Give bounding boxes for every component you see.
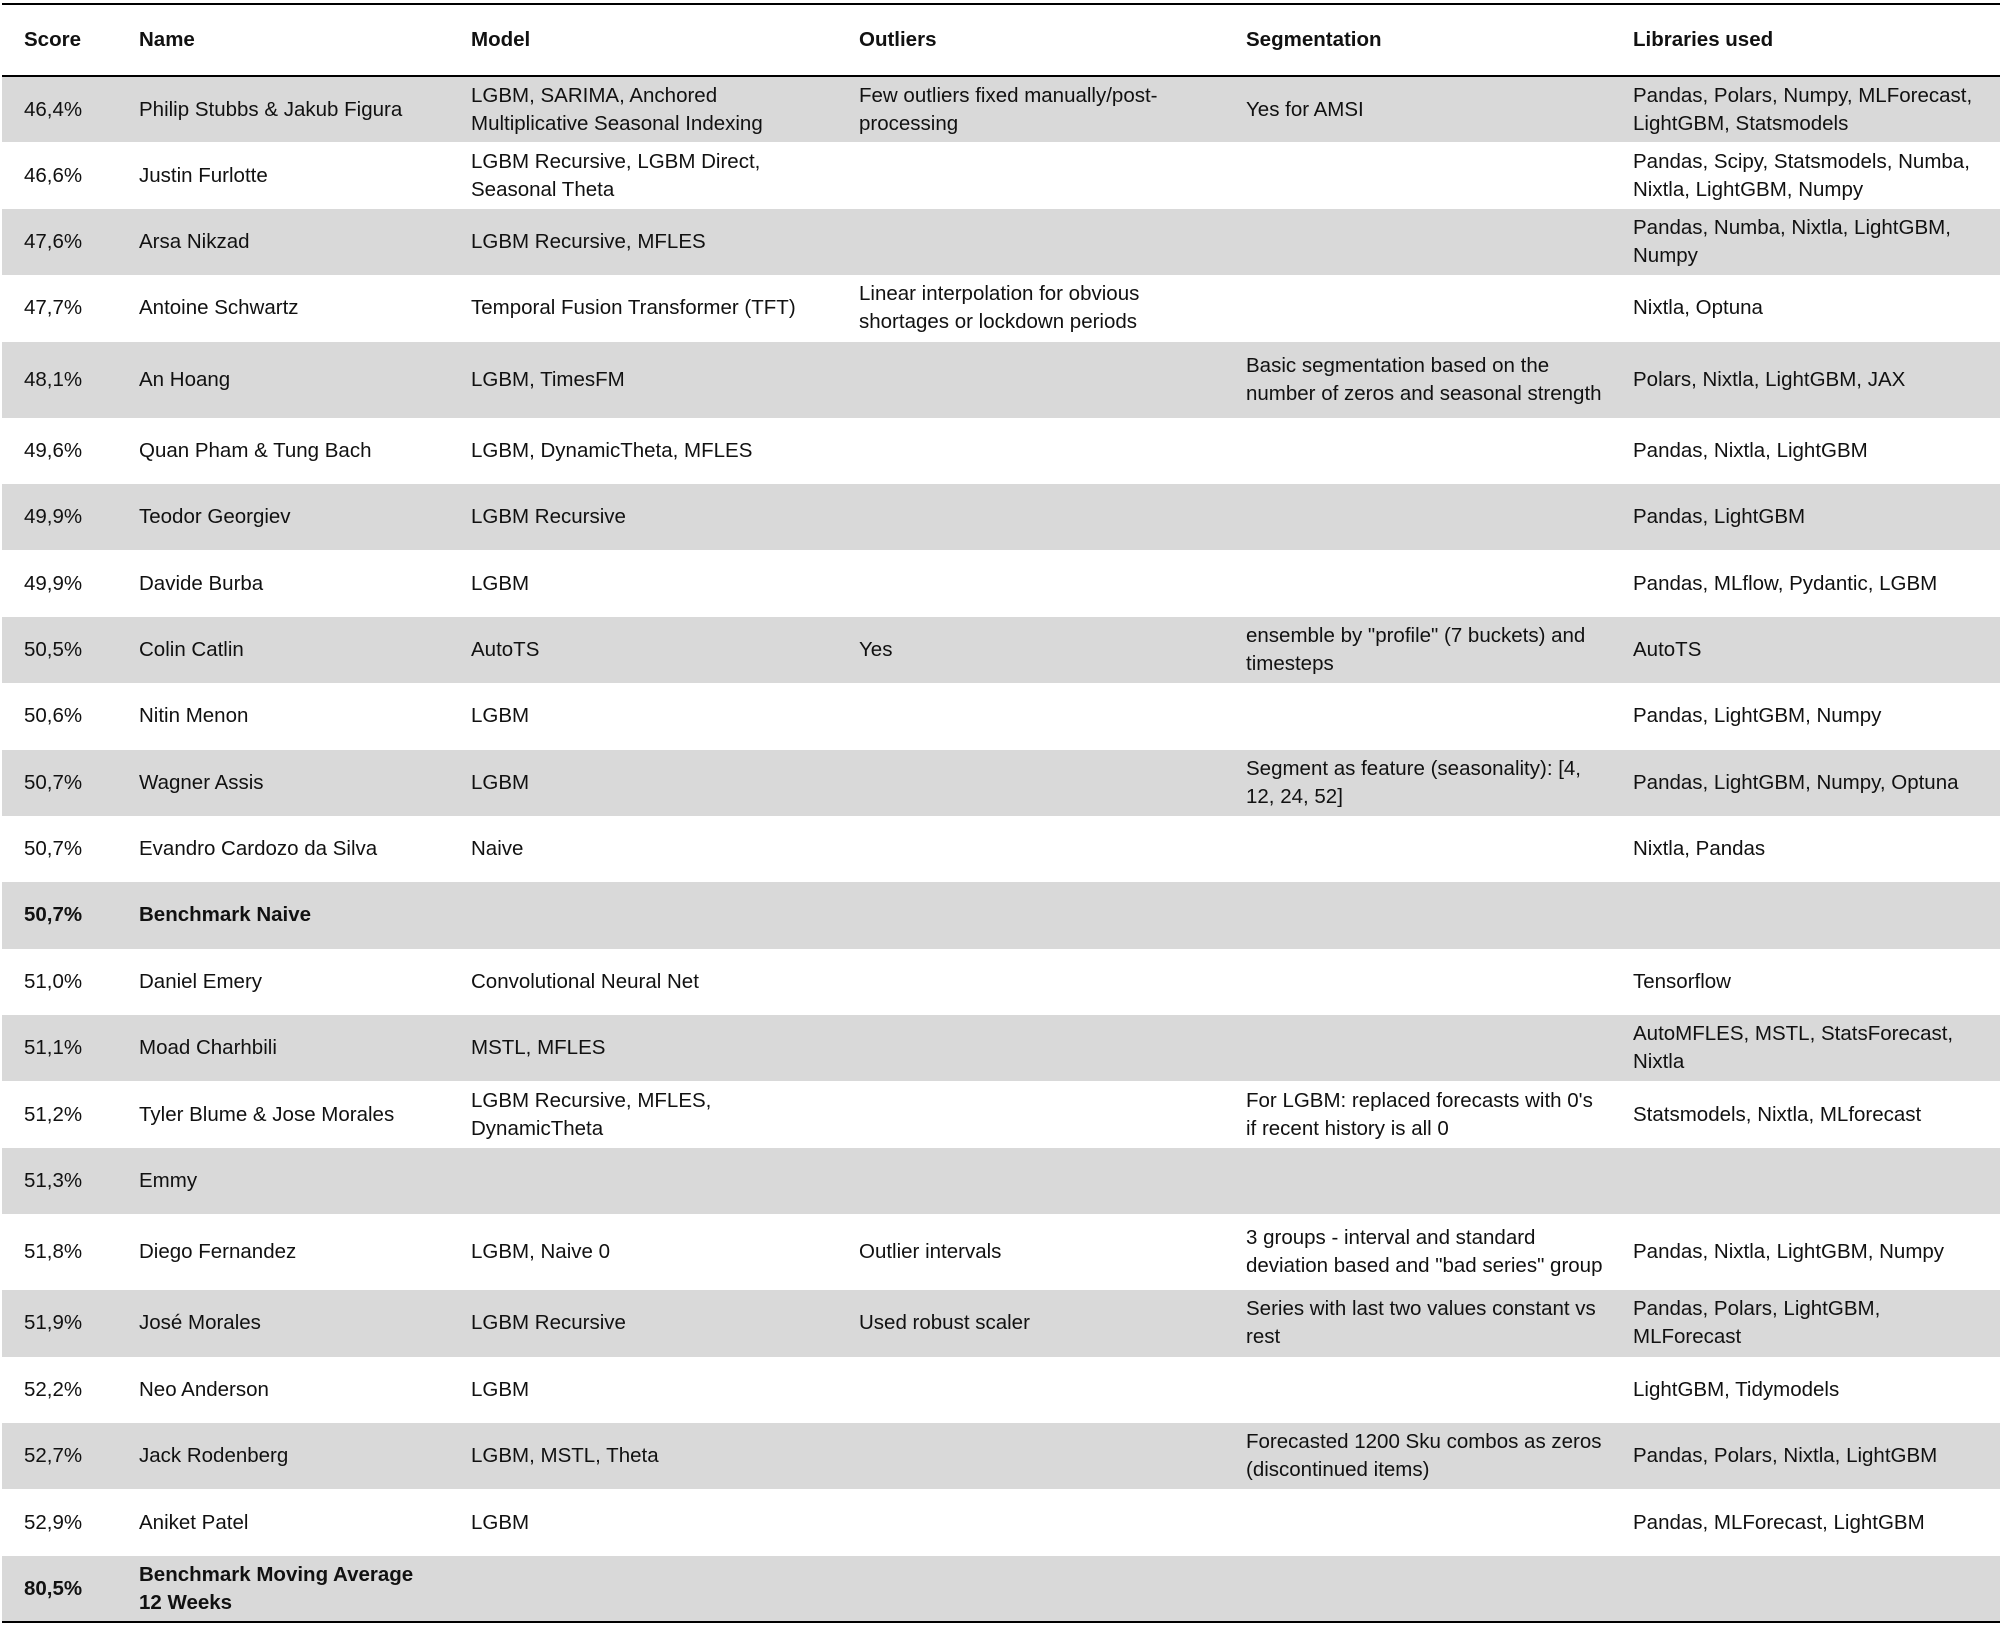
score-cell: 48,1% <box>2 342 117 418</box>
outliers-cell <box>837 1423 1224 1489</box>
libraries-cell: Pandas, LightGBM <box>1611 484 2000 550</box>
libraries-cell: Pandas, MLflow, Pydantic, LGBM <box>1611 550 2000 616</box>
segmentation-cell: Series with last two values constant vs rest <box>1224 1290 1611 1356</box>
name-cell: Philip Stubbs & Jakub Figura <box>117 76 449 142</box>
libraries-cell: AutoTS <box>1611 617 2000 683</box>
segmentation-cell <box>1224 418 1611 484</box>
table-row <box>2 209 2000 275</box>
libraries-cell <box>1611 1148 2000 1214</box>
model-cell <box>449 1148 837 1214</box>
score-cell: 52,7% <box>2 1423 117 1489</box>
table-row <box>2 1489 2000 1555</box>
segmentation-cell: Segment as feature (seasonality): [4, 12, 24, 52] <box>1224 750 1611 816</box>
table-row <box>2 76 2000 142</box>
score-cell: 46,4% <box>2 76 117 142</box>
segmentation-cell <box>1224 1489 1611 1555</box>
score-cell: 50,6% <box>2 683 117 749</box>
table-row <box>2 550 2000 616</box>
outliers-cell: Used robust scaler <box>837 1290 1224 1356</box>
model-cell: LGBM, DynamicTheta, MFLES <box>449 418 837 484</box>
libraries-cell: Pandas, Polars, Numpy, MLForecast, LightGBM, Statsmodels <box>1611 76 2000 142</box>
name-cell: Aniket Patel <box>117 1489 449 1555</box>
libraries-cell: Pandas, Polars, Nixtla, LightGBM <box>1611 1423 2000 1489</box>
name-cell: Diego Fernandez <box>117 1214 449 1290</box>
score-cell: 51,3% <box>2 1148 117 1214</box>
model-cell: LGBM <box>449 1357 837 1423</box>
table-row <box>2 1423 2000 1489</box>
score-cell: 51,0% <box>2 949 117 1015</box>
segmentation-cell <box>1224 142 1611 208</box>
table-row <box>2 882 2000 948</box>
name-cell: Daniel Emery <box>117 949 449 1015</box>
score-cell: 49,9% <box>2 550 117 616</box>
model-cell: LGBM <box>449 1489 837 1555</box>
model-cell: LGBM Recursive, MFLES, DynamicTheta <box>449 1081 837 1147</box>
libraries-cell: Pandas, Polars, LightGBM, MLForecast <box>1611 1290 2000 1356</box>
outliers-cell <box>837 1357 1224 1423</box>
table-row <box>2 949 2000 1015</box>
name-cell: Justin Furlotte <box>117 142 449 208</box>
outliers-cell: Yes <box>837 617 1224 683</box>
table-row <box>2 342 2000 418</box>
model-cell <box>449 882 837 948</box>
libraries-cell: Pandas, LightGBM, Numpy <box>1611 683 2000 749</box>
outliers-cell <box>837 1015 1224 1081</box>
outliers-cell <box>837 484 1224 550</box>
libraries-cell: Nixtla, Optuna <box>1611 275 2000 341</box>
outliers-cell <box>837 882 1224 948</box>
table-row <box>2 142 2000 208</box>
segmentation-cell <box>1224 949 1611 1015</box>
outliers-cell <box>837 1489 1224 1555</box>
header-segmentation: Segmentation <box>1224 4 1611 76</box>
segmentation-cell <box>1224 1357 1611 1423</box>
model-cell: LGBM Recursive <box>449 1290 837 1356</box>
segmentation-cell <box>1224 550 1611 616</box>
name-cell: Nitin Menon <box>117 683 449 749</box>
header-name: Name <box>117 4 449 76</box>
segmentation-cell: For LGBM: replaced forecasts with 0's if recent history is all 0 <box>1224 1081 1611 1147</box>
model-cell: AutoTS <box>449 617 837 683</box>
model-cell: LGBM <box>449 550 837 616</box>
name-cell: Emmy <box>117 1148 449 1214</box>
name-cell: Arsa Nikzad <box>117 209 449 275</box>
table-row <box>2 418 2000 484</box>
model-cell: LGBM, MSTL, Theta <box>449 1423 837 1489</box>
model-cell: Temporal Fusion Transformer (TFT) <box>449 275 837 341</box>
name-cell: Moad Charhbili <box>117 1015 449 1081</box>
model-cell <box>449 1556 837 1622</box>
outliers-cell <box>837 342 1224 418</box>
score-cell: 51,2% <box>2 1081 117 1147</box>
score-cell: 51,1% <box>2 1015 117 1081</box>
score-cell: 50,7% <box>2 750 117 816</box>
segmentation-cell <box>1224 683 1611 749</box>
name-cell: Jack Rodenberg <box>117 1423 449 1489</box>
name-cell: An Hoang <box>117 342 449 418</box>
segmentation-cell: Basic segmentation based on the number of zeros and seasonal strength <box>1224 342 1611 418</box>
libraries-cell: Pandas, LightGBM, Numpy, Optuna <box>1611 750 2000 816</box>
model-cell: LGBM, SARIMA, Anchored Multiplicative Seasonal Indexing <box>449 76 837 142</box>
table-header <box>2 4 2000 76</box>
outliers-cell <box>837 1148 1224 1214</box>
table-row <box>2 617 2000 683</box>
segmentation-cell <box>1224 882 1611 948</box>
outliers-cell <box>837 750 1224 816</box>
libraries-cell: Nixtla, Pandas <box>1611 816 2000 882</box>
name-cell: Antoine Schwartz <box>117 275 449 341</box>
model-cell: LGBM, Naive 0 <box>449 1214 837 1290</box>
table-row <box>2 275 2000 341</box>
outliers-cell: Linear interpolation for obvious shortages or lockdown periods <box>837 275 1224 341</box>
name-cell: Davide Burba <box>117 550 449 616</box>
libraries-cell: AutoMFLES, MSTL, StatsForecast, Nixtla <box>1611 1015 2000 1081</box>
libraries-cell: Pandas, MLForecast, LightGBM <box>1611 1489 2000 1555</box>
header-libraries: Libraries used <box>1611 4 2000 76</box>
table-row <box>2 1214 2000 1290</box>
model-cell: LGBM, TimesFM <box>449 342 837 418</box>
segmentation-cell: Yes for AMSI <box>1224 76 1611 142</box>
score-cell: 49,6% <box>2 418 117 484</box>
score-cell: 50,5% <box>2 617 117 683</box>
header-score: Score <box>2 4 117 76</box>
score-cell: 46,6% <box>2 142 117 208</box>
outliers-cell <box>837 1081 1224 1147</box>
table-row <box>2 1148 2000 1214</box>
model-cell: LGBM <box>449 750 837 816</box>
segmentation-cell <box>1224 1148 1611 1214</box>
libraries-cell: Statsmodels, Nixtla, MLforecast <box>1611 1081 2000 1147</box>
segmentation-cell <box>1224 275 1611 341</box>
model-cell: LGBM Recursive <box>449 484 837 550</box>
outliers-cell <box>837 683 1224 749</box>
header-row <box>2 4 2000 76</box>
header-model: Model <box>449 4 837 76</box>
results-table <box>2 3 2000 1623</box>
outliers-cell <box>837 550 1224 616</box>
outliers-cell <box>837 142 1224 208</box>
name-cell: Teodor Georgiev <box>117 484 449 550</box>
segmentation-cell: Forecasted 1200 Sku combos as zeros (discontinued items) <box>1224 1423 1611 1489</box>
score-cell: 51,8% <box>2 1214 117 1290</box>
libraries-cell: Pandas, Nixtla, LightGBM, Numpy <box>1611 1214 2000 1290</box>
score-cell: 52,2% <box>2 1357 117 1423</box>
name-cell: Tyler Blume & Jose Morales <box>117 1081 449 1147</box>
model-cell: MSTL, MFLES <box>449 1015 837 1081</box>
model-cell: Naive <box>449 816 837 882</box>
score-cell: 80,5% <box>2 1556 117 1622</box>
outliers-cell <box>837 949 1224 1015</box>
table-row <box>2 1290 2000 1356</box>
outliers-cell <box>837 816 1224 882</box>
segmentation-cell <box>1224 1015 1611 1081</box>
outliers-cell: Few outliers fixed manually/post-processing <box>837 76 1224 142</box>
outliers-cell <box>837 418 1224 484</box>
name-cell: Benchmark Naive <box>117 882 449 948</box>
segmentation-cell <box>1224 209 1611 275</box>
score-cell: 47,6% <box>2 209 117 275</box>
segmentation-cell <box>1224 1556 1611 1622</box>
score-cell: 52,9% <box>2 1489 117 1555</box>
score-cell: 50,7% <box>2 882 117 948</box>
score-cell: 51,9% <box>2 1290 117 1356</box>
outliers-cell <box>837 209 1224 275</box>
segmentation-cell <box>1224 484 1611 550</box>
table-row <box>2 1015 2000 1081</box>
header-outliers: Outliers <box>837 4 1224 76</box>
libraries-cell <box>1611 1556 2000 1622</box>
score-cell: 50,7% <box>2 816 117 882</box>
model-cell: LGBM <box>449 683 837 749</box>
libraries-cell: Polars, Nixtla, LightGBM, JAX <box>1611 342 2000 418</box>
libraries-cell: Pandas, Numba, Nixtla, LightGBM, Numpy <box>1611 209 2000 275</box>
table-body <box>2 76 2000 1622</box>
score-cell: 47,7% <box>2 275 117 341</box>
model-cell: LGBM Recursive, LGBM Direct, Seasonal Theta <box>449 142 837 208</box>
table-row <box>2 683 2000 749</box>
score-cell: 49,9% <box>2 484 117 550</box>
name-cell: Benchmark Moving Average 12 Weeks <box>117 1556 449 1622</box>
libraries-cell: Tensorflow <box>1611 949 2000 1015</box>
libraries-cell: Pandas, Scipy, Statsmodels, Numba, Nixtla, LightGBM, Numpy <box>1611 142 2000 208</box>
model-cell: Convolutional Neural Net <box>449 949 837 1015</box>
table-row <box>2 816 2000 882</box>
libraries-cell <box>1611 882 2000 948</box>
name-cell: Quan Pham & Tung Bach <box>117 418 449 484</box>
segmentation-cell: 3 groups - interval and standard deviation based and "bad series" group <box>1224 1214 1611 1290</box>
libraries-cell: Pandas, Nixtla, LightGBM <box>1611 418 2000 484</box>
outliers-cell: Outlier intervals <box>837 1214 1224 1290</box>
table-row <box>2 1357 2000 1423</box>
name-cell: Wagner Assis <box>117 750 449 816</box>
model-cell: LGBM Recursive, MFLES <box>449 209 837 275</box>
table-row <box>2 484 2000 550</box>
outliers-cell <box>837 1556 1224 1622</box>
name-cell: Colin Catlin <box>117 617 449 683</box>
segmentation-cell <box>1224 816 1611 882</box>
name-cell: Neo Anderson <box>117 1357 449 1423</box>
table-row <box>2 1081 2000 1147</box>
name-cell: José Morales <box>117 1290 449 1356</box>
table-row <box>2 750 2000 816</box>
libraries-cell: LightGBM, Tidymodels <box>1611 1357 2000 1423</box>
segmentation-cell: ensemble by "profile" (7 buckets) and timesteps <box>1224 617 1611 683</box>
name-cell: Evandro Cardozo da Silva <box>117 816 449 882</box>
table-row <box>2 1556 2000 1622</box>
